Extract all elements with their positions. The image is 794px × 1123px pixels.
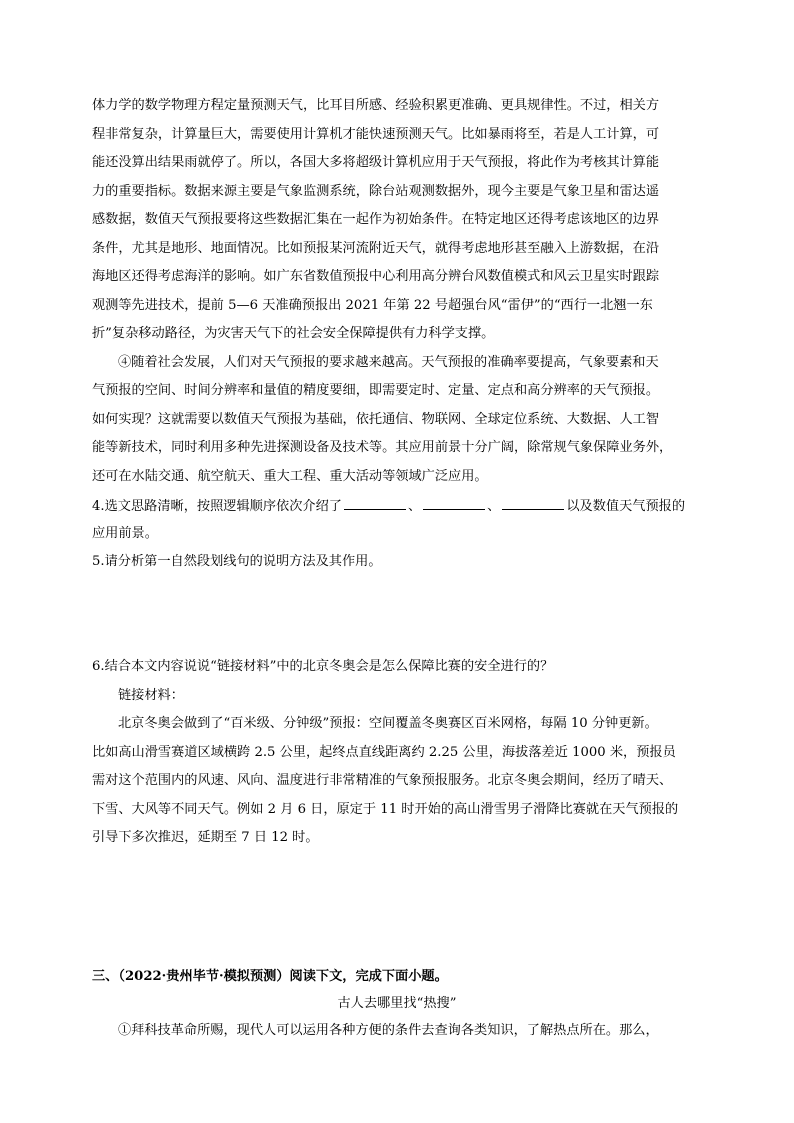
question-4-suffix: 以及数值天气预报的: [566, 499, 686, 514]
paragraph-line: 程非常复杂，计算量巨大，需要使用计算机才能快速预测天气。比如暴雨将至，若是人工计算，可: [92, 127, 660, 142]
paragraph-line: 还可在水陆交通、航空航天、重大工程、重大活动等领域广泛应用。: [92, 469, 488, 484]
paragraph-line: 条件，尤其是地形、地面情况。比如预报某河流附近天气，就得考虑地形甚至融入上游数据，在沿: [92, 241, 660, 256]
article-paragraph-line: ①拜科技革命所赐，现代人可以运用各种方便的条件去查询各类知识，了解热点所在。那么，: [118, 1023, 659, 1038]
paragraph-line: 力的重要指标。数据来源主要是气象监测系统，除台站观测数据外，现今主要是气象卫星和雷达遥: [92, 184, 660, 199]
question-6: 6.结合本文内容说说“链接材料”中的北京冬奥会是怎么保障比赛的安全进行的？: [92, 659, 554, 674]
question-4: [92, 497, 685, 515]
paragraph-line: 观测等先进技术，提前 5—6 天准确预报出 2021 年第 22 号超强台风“雷伊”的“西行一北翘一东: [92, 298, 653, 313]
question-5: 5.请分析第一自然段划线句的说明方法及其作用。: [92, 554, 382, 569]
question-4-text: 4.选文思路清晰，按照逻辑顺序依次介绍了: [92, 499, 342, 514]
link-material-line: 需对这个范围内的风速、风向、温度进行非常精准的气象预报服务。北京冬奥会期间，经历了晴天、: [92, 773, 673, 788]
separator: 、: [407, 499, 422, 514]
paragraph-line: 海地区还得考虑海洋的影响。如广东省数值预报中心利用高分辨台风数值模式和风云卫星实时跟踪: [92, 269, 660, 284]
paragraph-line: 气预报的空间、时间分辨率和量值的精度要细，即需要定时、定量、定点和高分辨率的天气预报。: [92, 383, 660, 398]
paragraph-line: 如何实现？这就需要以数值天气预报为基础，依托通信、物联网、全球定位系统、大数据、人工智: [92, 412, 660, 427]
link-material-line: 比如高山滑雪赛道区域横跨 2.5 公里，起终点直线距离约 2.25 公里，海拔落差近 1000 米，预报员: [92, 745, 676, 760]
answer-blank-1[interactable]: [344, 497, 406, 510]
answer-blank-2[interactable]: [423, 497, 485, 510]
question-4-line2: 应用前景。: [92, 526, 158, 541]
link-material-label: 链接材料：: [118, 688, 184, 703]
paragraph-line: 体力学的数学物理方程定量预测天气，比耳目所感、经验积累更准确、更具规律性。不过，相关方: [92, 98, 660, 113]
link-material-line: 下雪、大风等不同天气。例如 2 月 6 日，原定于 11 时开始的高山滑雪男子滑降比赛就在天气预报的: [92, 802, 679, 817]
link-material-line: 北京冬奥会做到了“百米级、分钟级”预报：空间覆盖冬奥赛区百米网格，每隔 10 分钟更新。: [118, 716, 658, 731]
paragraph-line: 能等新技术，同时利用多种先进探测设备及技术等。其应用前景十分广阔，除常规气象保障业务外，: [92, 440, 673, 455]
answer-blank-3[interactable]: [502, 497, 564, 510]
article-title: 古人去哪里找“热搜”: [337, 996, 457, 1011]
paragraph-line: 折”复杂移动路径，为灾害天气下的社会安全保障提供有力科学支撑。: [92, 326, 495, 341]
link-material-line: 引导下多次推迟，延期至 7 日 12 时。: [92, 830, 319, 845]
paragraph-line: ④随着社会发展，人们对天气预报的要求越来越高。天气预报的准确率要提高，气象要素和天: [118, 355, 659, 370]
separator: 、: [487, 499, 501, 514]
paragraph-line: 感数据，数值天气预报要将这些数据汇集在一起作为初始条件。在特定地区还得考虑该地区的边界: [92, 212, 660, 227]
paragraph-line: 能还没算出结果雨就停了。所以，各国大多将超级计算机应用于天气预报，将此作为考核其计算能: [92, 155, 660, 170]
section-heading: 三、（2022·贵州毕节·模拟预测）阅读下文，完成下面小题。: [92, 969, 448, 984]
